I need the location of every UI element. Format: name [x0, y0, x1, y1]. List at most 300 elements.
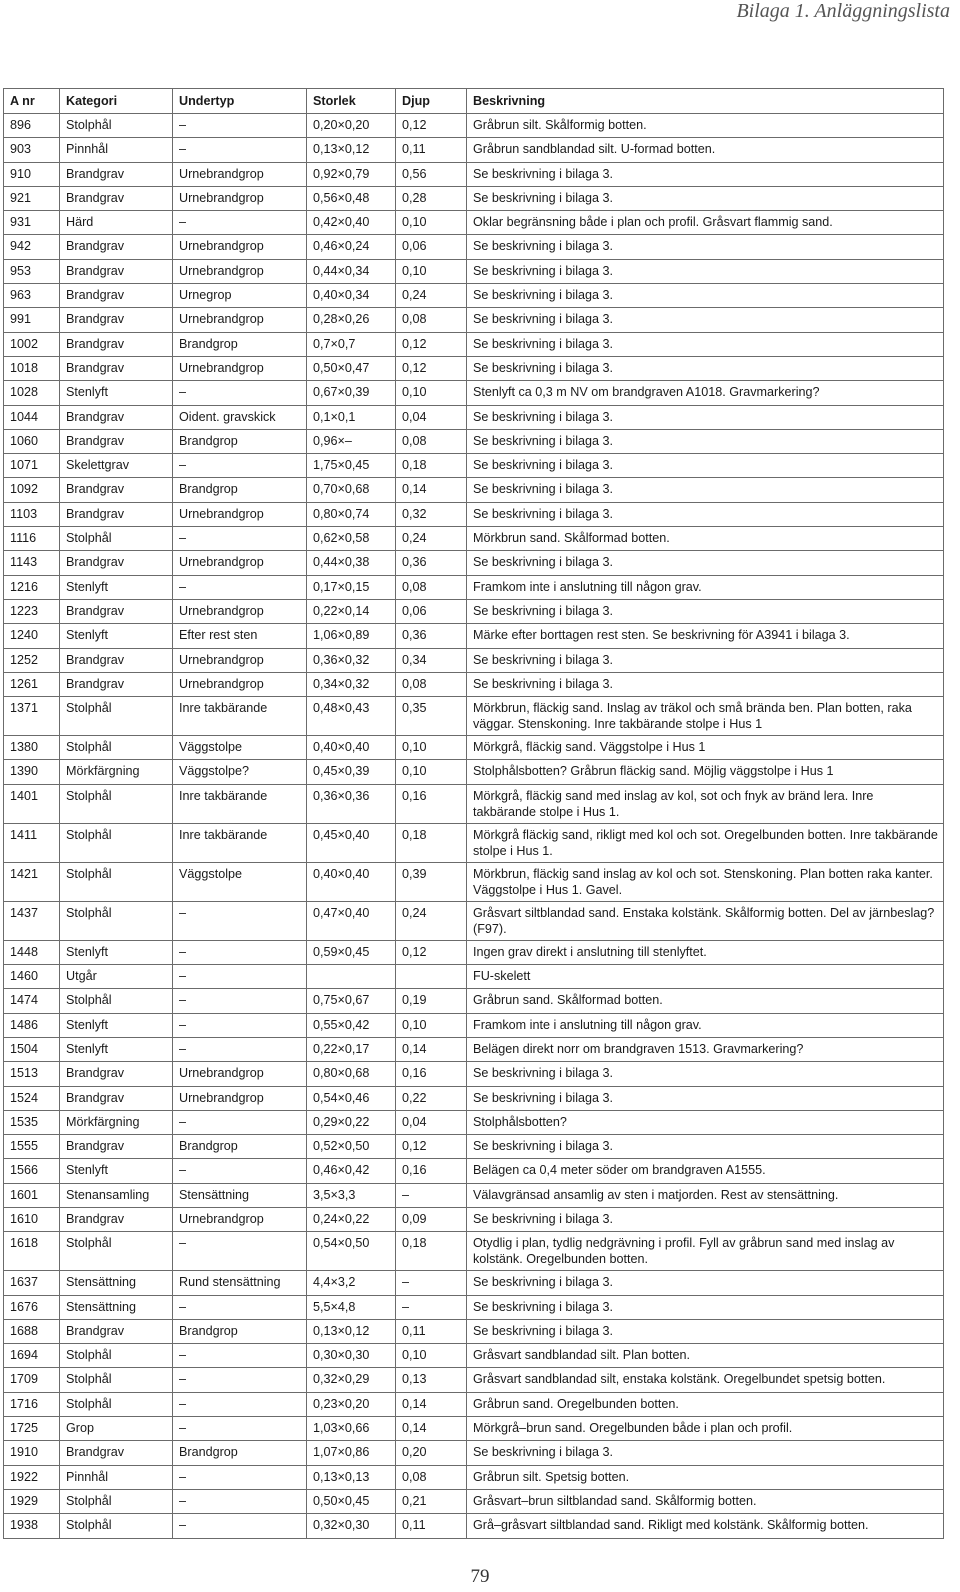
cell-storlek: 0,54×0,46 — [307, 1086, 396, 1110]
cell-anr: 1474 — [4, 989, 60, 1013]
table-row — [4, 736, 944, 760]
table-row — [4, 211, 944, 235]
cell-djup: 0,10 — [396, 1344, 467, 1368]
cell-anr: 1513 — [4, 1062, 60, 1086]
table-row — [4, 648, 944, 672]
cell-storlek: 1,03×0,66 — [307, 1417, 396, 1441]
cell-djup: – — [396, 1183, 467, 1207]
cell-storlek: 0,22×0,17 — [307, 1037, 396, 1061]
cell-kategori: Brandgrav — [60, 284, 173, 308]
cell-beskrivning: Se beskrivning i bilaga 3. — [467, 672, 944, 696]
cell-undertyp: Brandgrop — [173, 1135, 307, 1159]
cell-djup: 0,08 — [396, 308, 467, 332]
cell-anr: 1002 — [4, 332, 60, 356]
cell-beskrivning: Se beskrivning i bilaga 3. — [467, 1271, 944, 1295]
cell-storlek: 0,30×0,30 — [307, 1344, 396, 1368]
cell-djup: 0,08 — [396, 429, 467, 453]
cell-beskrivning: Se beskrivning i bilaga 3. — [467, 1441, 944, 1465]
cell-undertyp: – — [173, 1368, 307, 1392]
table-row — [4, 1110, 944, 1134]
cell-djup: 0,11 — [396, 1319, 467, 1343]
cell-kategori: Brandgrav — [60, 259, 173, 283]
cell-anr: 1524 — [4, 1086, 60, 1110]
cell-anr: 910 — [4, 162, 60, 186]
cell-storlek: 0,46×0,24 — [307, 235, 396, 259]
cell-anr: 1618 — [4, 1232, 60, 1271]
cell-kategori: Stenlyft — [60, 1159, 173, 1183]
cell-djup: 0,19 — [396, 989, 467, 1013]
cell-anr: 1223 — [4, 599, 60, 623]
cell-storlek: 0,96×– — [307, 429, 396, 453]
cell-kategori: Stolphål — [60, 114, 173, 138]
cell-kategori: Brandgrav — [60, 1319, 173, 1343]
column-header-anr: A nr — [4, 89, 60, 114]
cell-djup: 0,28 — [396, 186, 467, 210]
cell-beskrivning: Mörkbrun, fläckig sand. Inslag av träkol och små brända ben. Plan botten, raka väggar. Stenskoning. Inre takbärande stolpe i Hus 1 — [467, 697, 944, 736]
cell-anr: 1437 — [4, 901, 60, 940]
cell-beskrivning: Se beskrivning i bilaga 3. — [467, 235, 944, 259]
table-row — [4, 1271, 944, 1295]
cell-storlek: 0,47×0,40 — [307, 901, 396, 940]
cell-storlek: 0,92×0,79 — [307, 162, 396, 186]
cell-djup: 0,10 — [396, 736, 467, 760]
cell-beskrivning: Mörkbrun, fläckig sand inslag av kol och sot. Stenskoning. Plan botten raka kanter. Väggstolpe i Hus 1. Gavel. — [467, 862, 944, 901]
cell-undertyp: Urnebrandgrop — [173, 551, 307, 575]
cell-storlek: 0,44×0,38 — [307, 551, 396, 575]
cell-djup: 0,10 — [396, 259, 467, 283]
cell-storlek: 0,59×0,45 — [307, 940, 396, 964]
cell-djup: 0,12 — [396, 356, 467, 380]
column-header-djup: Djup — [396, 89, 467, 114]
cell-anr: 1018 — [4, 356, 60, 380]
cell-undertyp: Urnebrandgrop — [173, 1062, 307, 1086]
cell-storlek: 0,40×0,40 — [307, 736, 396, 760]
cell-anr: 896 — [4, 114, 60, 138]
cell-anr: 1261 — [4, 672, 60, 696]
running-header: Bilaga 1. Anläggningslista — [736, 0, 950, 22]
cell-anr: 963 — [4, 284, 60, 308]
cell-djup: 0,18 — [396, 1232, 467, 1271]
cell-beskrivning: Se beskrivning i bilaga 3. — [467, 648, 944, 672]
cell-djup: 0,09 — [396, 1207, 467, 1231]
table-row — [4, 575, 944, 599]
table-row — [4, 1489, 944, 1513]
cell-beskrivning: Se beskrivning i bilaga 3. — [467, 332, 944, 356]
cell-storlek: 0,22×0,14 — [307, 599, 396, 623]
cell-anr: 1116 — [4, 527, 60, 551]
cell-djup: 0,12 — [396, 332, 467, 356]
cell-storlek: 5,5×4,8 — [307, 1295, 396, 1319]
cell-anr: 1103 — [4, 502, 60, 526]
cell-storlek: 4,4×3,2 — [307, 1271, 396, 1295]
table-row — [4, 1465, 944, 1489]
cell-djup: 0,11 — [396, 138, 467, 162]
cell-beskrivning: Stenlyft ca 0,3 m NV om brandgraven A1018. Gravmarkering? — [467, 381, 944, 405]
table-row — [4, 186, 944, 210]
cell-kategori: Stolphål — [60, 862, 173, 901]
cell-storlek: 1,07×0,86 — [307, 1441, 396, 1465]
cell-storlek: 0,44×0,34 — [307, 259, 396, 283]
cell-kategori: Pinnhål — [60, 138, 173, 162]
cell-beskrivning: Se beskrivning i bilaga 3. — [467, 284, 944, 308]
table-row — [4, 1441, 944, 1465]
cell-storlek: 0,42×0,40 — [307, 211, 396, 235]
cell-anr: 1535 — [4, 1110, 60, 1134]
cell-kategori: Brandgrav — [60, 186, 173, 210]
cell-djup: 0,36 — [396, 624, 467, 648]
cell-storlek: 0,46×0,42 — [307, 1159, 396, 1183]
cell-undertyp: Urnebrandgrop — [173, 672, 307, 696]
table-row — [4, 1417, 944, 1441]
cell-kategori: Stolphål — [60, 784, 173, 823]
cell-anr: 1910 — [4, 1441, 60, 1465]
cell-undertyp: – — [173, 1417, 307, 1441]
cell-djup: 0,24 — [396, 901, 467, 940]
cell-beskrivning: Ingen grav direkt i anslutning till stenlyftet. — [467, 940, 944, 964]
cell-beskrivning: Gråbrun silt. Spetsig botten. — [467, 1465, 944, 1489]
cell-beskrivning: Se beskrivning i bilaga 3. — [467, 356, 944, 380]
table-row — [4, 551, 944, 575]
cell-anr: 953 — [4, 259, 60, 283]
cell-storlek: 0,28×0,26 — [307, 308, 396, 332]
table-row — [4, 1392, 944, 1416]
cell-djup: 0,18 — [396, 454, 467, 478]
cell-djup: 0,14 — [396, 1417, 467, 1441]
cell-kategori: Brandgrav — [60, 429, 173, 453]
cell-beskrivning: Se beskrivning i bilaga 3. — [467, 1295, 944, 1319]
cell-djup: 0,24 — [396, 284, 467, 308]
table-row — [4, 502, 944, 526]
cell-kategori: Brandgrav — [60, 1207, 173, 1231]
cell-undertyp: – — [173, 454, 307, 478]
cell-anr: 1371 — [4, 697, 60, 736]
cell-storlek: 0,34×0,32 — [307, 672, 396, 696]
cell-undertyp: Efter rest sten — [173, 624, 307, 648]
cell-anr: 1028 — [4, 381, 60, 405]
cell-undertyp: Brandgrop — [173, 1441, 307, 1465]
table-row — [4, 1159, 944, 1183]
cell-beskrivning: Framkom inte i anslutning till någon grav. — [467, 1013, 944, 1037]
cell-kategori: Stenlyft — [60, 940, 173, 964]
cell-kategori: Brandgrav — [60, 405, 173, 429]
cell-anr: 1411 — [4, 823, 60, 862]
table-row — [4, 1368, 944, 1392]
cell-beskrivning: Mörkbrun sand. Skålformad botten. — [467, 527, 944, 551]
cell-storlek: 0,67×0,39 — [307, 381, 396, 405]
cell-anr: 1938 — [4, 1514, 60, 1538]
table-row — [4, 1062, 944, 1086]
table-row — [4, 114, 944, 138]
cell-storlek: 0,40×0,34 — [307, 284, 396, 308]
cell-undertyp: – — [173, 1489, 307, 1513]
cell-beskrivning: Se beskrivning i bilaga 3. — [467, 1207, 944, 1231]
cell-kategori: Stolphål — [60, 1344, 173, 1368]
table-row — [4, 381, 944, 405]
cell-kategori: Stenlyft — [60, 381, 173, 405]
cell-djup: 0,06 — [396, 235, 467, 259]
cell-storlek: 0,70×0,68 — [307, 478, 396, 502]
cell-beskrivning: Gråsvart siltblandad sand. Enstaka kolstänk. Skålformig botten. Del av järnbeslag? (F97). — [467, 901, 944, 940]
table-row — [4, 1295, 944, 1319]
cell-undertyp: Brandgrop — [173, 332, 307, 356]
table-row — [4, 356, 944, 380]
cell-kategori: Stolphål — [60, 901, 173, 940]
cell-anr: 1071 — [4, 454, 60, 478]
cell-undertyp: Brandgrop — [173, 478, 307, 502]
cell-beskrivning: Mörkgrå, fläckig sand. Väggstolpe i Hus 1 — [467, 736, 944, 760]
cell-beskrivning: Gråsvart–brun siltblandad sand. Skålformig botten. — [467, 1489, 944, 1513]
cell-anr: 1448 — [4, 940, 60, 964]
cell-anr: 1637 — [4, 1271, 60, 1295]
cell-anr: 1044 — [4, 405, 60, 429]
table-row — [4, 162, 944, 186]
cell-anr: 1929 — [4, 1489, 60, 1513]
cell-undertyp: Väggstolpe — [173, 862, 307, 901]
cell-kategori: Brandgrav — [60, 162, 173, 186]
table-row — [4, 1183, 944, 1207]
cell-djup: 0,08 — [396, 575, 467, 599]
table-row — [4, 697, 944, 736]
cell-djup: 0,16 — [396, 1062, 467, 1086]
cell-beskrivning: Se beskrivning i bilaga 3. — [467, 502, 944, 526]
cell-beskrivning: Mörkgrå–brun sand. Oregelbunden både i plan och profil. — [467, 1417, 944, 1441]
cell-kategori: Brandgrav — [60, 356, 173, 380]
table-row — [4, 1232, 944, 1271]
cell-djup: 0,04 — [396, 1110, 467, 1134]
cell-storlek: 3,5×3,3 — [307, 1183, 396, 1207]
cell-undertyp: – — [173, 1344, 307, 1368]
cell-undertyp: – — [173, 1465, 307, 1489]
cell-undertyp: – — [173, 989, 307, 1013]
cell-anr: 1601 — [4, 1183, 60, 1207]
cell-beskrivning: Oklar begränsning både i plan och profil. Gråsvart flammig sand. — [467, 211, 944, 235]
cell-undertyp: – — [173, 1514, 307, 1538]
cell-kategori: Stenlyft — [60, 1037, 173, 1061]
cell-undertyp: Inre takbärande — [173, 823, 307, 862]
cell-storlek: 0,80×0,68 — [307, 1062, 396, 1086]
cell-undertyp: Urnebrandgrop — [173, 186, 307, 210]
cell-undertyp: Urnebrandgrop — [173, 599, 307, 623]
table-row — [4, 1207, 944, 1231]
cell-undertyp: Urnebrandgrop — [173, 162, 307, 186]
table-row — [4, 478, 944, 502]
cell-undertyp: – — [173, 211, 307, 235]
cell-undertyp: Stensättning — [173, 1183, 307, 1207]
cell-undertyp: Urnebrandgrop — [173, 259, 307, 283]
cell-djup: 0,08 — [396, 1465, 467, 1489]
cell-djup: 0,21 — [396, 1489, 467, 1513]
cell-undertyp: – — [173, 1037, 307, 1061]
cell-beskrivning: Se beskrivning i bilaga 3. — [467, 162, 944, 186]
cell-anr: 1252 — [4, 648, 60, 672]
table-row — [4, 989, 944, 1013]
table-row — [4, 940, 944, 964]
cell-anr: 1143 — [4, 551, 60, 575]
cell-storlek: 0,75×0,67 — [307, 989, 396, 1013]
cell-anr: 931 — [4, 211, 60, 235]
cell-kategori: Brandgrav — [60, 478, 173, 502]
cell-anr: 1555 — [4, 1135, 60, 1159]
cell-undertyp: Brandgrop — [173, 429, 307, 453]
cell-undertyp: Oident. gravskick — [173, 405, 307, 429]
cell-kategori: Stolphål — [60, 736, 173, 760]
cell-undertyp: – — [173, 527, 307, 551]
cell-beskrivning: Se beskrivning i bilaga 3. — [467, 259, 944, 283]
cell-undertyp: Brandgrop — [173, 1319, 307, 1343]
cell-undertyp: Inre takbärande — [173, 784, 307, 823]
cell-kategori: Stolphål — [60, 989, 173, 1013]
cell-djup: 0,36 — [396, 551, 467, 575]
cell-djup: 0,10 — [396, 760, 467, 784]
cell-beskrivning: Se beskrivning i bilaga 3. — [467, 405, 944, 429]
table-row — [4, 527, 944, 551]
cell-djup: 0,11 — [396, 1514, 467, 1538]
cell-undertyp: – — [173, 1295, 307, 1319]
cell-undertyp: – — [173, 381, 307, 405]
cell-beskrivning: Gråbrun sand. Oregelbunden botten. — [467, 1392, 944, 1416]
cell-kategori: Härd — [60, 211, 173, 235]
cell-djup: 0,35 — [396, 697, 467, 736]
cell-djup: 0,14 — [396, 1037, 467, 1061]
cell-undertyp: – — [173, 1232, 307, 1271]
table-row — [4, 1514, 944, 1538]
cell-beskrivning: Välavgränsad ansamlig av sten i matjorden. Rest av stensättning. — [467, 1183, 944, 1207]
cell-kategori: Skelettgrav — [60, 454, 173, 478]
cell-storlek: 0,62×0,58 — [307, 527, 396, 551]
cell-beskrivning: Otydlig i plan, tydlig nedgrävning i profil. Fyll av gråbrun sand med inslag av kolstänk. Oregelbunden botten. — [467, 1232, 944, 1271]
table-row — [4, 599, 944, 623]
cell-anr: 1688 — [4, 1319, 60, 1343]
cell-undertyp: Urnebrandgrop — [173, 356, 307, 380]
cell-undertyp: Urnegrop — [173, 284, 307, 308]
cell-beskrivning: FU-skelett — [467, 965, 944, 989]
cell-anr: 1240 — [4, 624, 60, 648]
cell-djup: 0,04 — [396, 405, 467, 429]
cell-undertyp: Urnebrandgrop — [173, 1086, 307, 1110]
cell-anr: 1380 — [4, 736, 60, 760]
cell-anr: 1060 — [4, 429, 60, 453]
cell-djup: 0,34 — [396, 648, 467, 672]
cell-storlek: 0,56×0,48 — [307, 186, 396, 210]
table-row — [4, 823, 944, 862]
cell-djup: 0,32 — [396, 502, 467, 526]
cell-kategori: Grop — [60, 1417, 173, 1441]
table-row — [4, 672, 944, 696]
cell-undertyp: Inre takbärande — [173, 697, 307, 736]
cell-kategori: Stensättning — [60, 1271, 173, 1295]
cell-storlek: 0,40×0,40 — [307, 862, 396, 901]
cell-storlek: 0,36×0,36 — [307, 784, 396, 823]
cell-beskrivning: Framkom inte i anslutning till någon grav. — [467, 575, 944, 599]
cell-kategori: Stolphål — [60, 1392, 173, 1416]
cell-djup: 0,24 — [396, 527, 467, 551]
table-row — [4, 405, 944, 429]
table-row — [4, 1086, 944, 1110]
cell-kategori: Stenlyft — [60, 575, 173, 599]
cell-storlek: 0,36×0,32 — [307, 648, 396, 672]
table-row — [4, 862, 944, 901]
cell-undertyp: Väggstolpe — [173, 736, 307, 760]
cell-djup: 0,56 — [396, 162, 467, 186]
table-row — [4, 308, 944, 332]
cell-beskrivning: Gråbrun silt. Skålformig botten. — [467, 114, 944, 138]
cell-storlek: 0,24×0,22 — [307, 1207, 396, 1231]
cell-beskrivning: Mörkgrå, fläckig sand med inslag av kol, sot och fnyk av bränd lera. Inre takbärande stolpe i Hus 1. — [467, 784, 944, 823]
cell-storlek: 0,7×0,7 — [307, 332, 396, 356]
cell-storlek: 0,20×0,20 — [307, 114, 396, 138]
cell-beskrivning: Se beskrivning i bilaga 3. — [467, 429, 944, 453]
table-row — [4, 454, 944, 478]
cell-anr: 903 — [4, 138, 60, 162]
cell-kategori: Stenlyft — [60, 1013, 173, 1037]
cell-kategori: Utgår — [60, 965, 173, 989]
cell-anr: 1709 — [4, 1368, 60, 1392]
cell-undertyp: – — [173, 575, 307, 599]
cell-djup: 0,14 — [396, 1392, 467, 1416]
cell-kategori: Stolphål — [60, 527, 173, 551]
cell-undertyp: – — [173, 940, 307, 964]
cell-djup: 0,18 — [396, 823, 467, 862]
table-row — [4, 784, 944, 823]
cell-storlek: 1,06×0,89 — [307, 624, 396, 648]
cell-kategori: Brandgrav — [60, 1062, 173, 1086]
cell-djup: 0,12 — [396, 940, 467, 964]
cell-anr: 1401 — [4, 784, 60, 823]
cell-beskrivning: Belägen direkt norr om brandgraven 1513. Gravmarkering? — [467, 1037, 944, 1061]
cell-storlek: 1,75×0,45 — [307, 454, 396, 478]
cell-beskrivning: Se beskrivning i bilaga 3. — [467, 186, 944, 210]
cell-beskrivning: Se beskrivning i bilaga 3. — [467, 1062, 944, 1086]
cell-djup: 0,13 — [396, 1368, 467, 1392]
cell-djup: 0,12 — [396, 1135, 467, 1159]
anlaggningslista-table — [3, 88, 944, 1539]
cell-kategori: Mörkfärgning — [60, 1110, 173, 1134]
cell-undertyp: Rund stensättning — [173, 1271, 307, 1295]
cell-beskrivning: Se beskrivning i bilaga 3. — [467, 454, 944, 478]
cell-anr: 1421 — [4, 862, 60, 901]
cell-beskrivning: Gråsvart sandblandad silt. Plan botten. — [467, 1344, 944, 1368]
cell-djup: 0,10 — [396, 211, 467, 235]
cell-beskrivning: Märke efter borttagen rest sten. Se beskrivning för A3941 i bilaga 3. — [467, 624, 944, 648]
cell-kategori: Stolphål — [60, 1368, 173, 1392]
table-row — [4, 235, 944, 259]
cell-storlek: 0,54×0,50 — [307, 1232, 396, 1271]
cell-anr: 1610 — [4, 1207, 60, 1231]
cell-anr: 1460 — [4, 965, 60, 989]
cell-djup: 0,16 — [396, 1159, 467, 1183]
cell-kategori: Mörkfärgning — [60, 760, 173, 784]
cell-beskrivning: Belägen ca 0,4 meter söder om brandgraven A1555. — [467, 1159, 944, 1183]
cell-undertyp: Urnebrandgrop — [173, 502, 307, 526]
cell-anr: 1566 — [4, 1159, 60, 1183]
cell-anr: 1504 — [4, 1037, 60, 1061]
cell-beskrivning: Gråbrun sand. Skålformad botten. — [467, 989, 944, 1013]
cell-beskrivning: Se beskrivning i bilaga 3. — [467, 1086, 944, 1110]
cell-anr: 1486 — [4, 1013, 60, 1037]
cell-undertyp: Urnebrandgrop — [173, 648, 307, 672]
cell-djup: 0,12 — [396, 114, 467, 138]
cell-beskrivning: Gråbrun sandblandad silt. U-formad botten. — [467, 138, 944, 162]
column-header-storlek: Storlek — [307, 89, 396, 114]
cell-djup: 0,10 — [396, 381, 467, 405]
cell-djup: 0,06 — [396, 599, 467, 623]
cell-kategori: Brandgrav — [60, 551, 173, 575]
cell-anr: 1725 — [4, 1417, 60, 1441]
cell-storlek: 0,29×0,22 — [307, 1110, 396, 1134]
table-row — [4, 284, 944, 308]
table-row — [4, 760, 944, 784]
cell-storlek — [307, 965, 396, 989]
